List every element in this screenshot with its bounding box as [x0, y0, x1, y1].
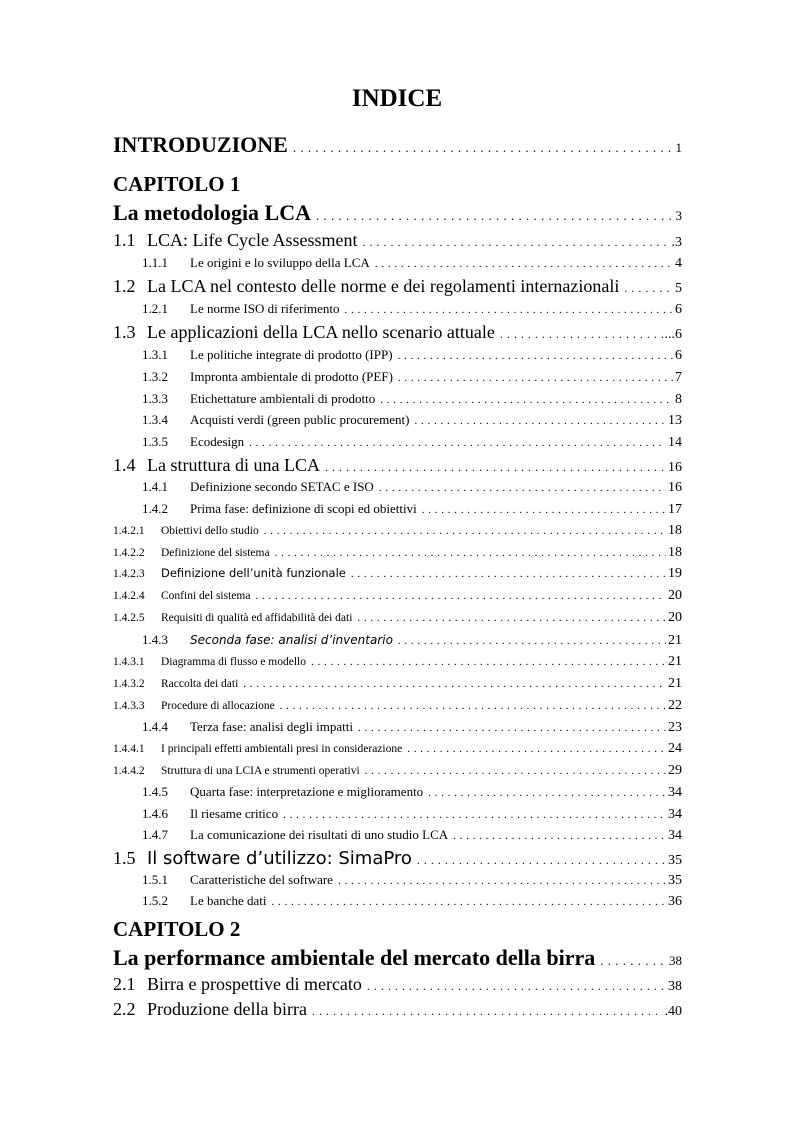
toc-entry-label: Ecodesign	[190, 434, 245, 449]
leader-dots	[293, 140, 674, 156]
toc-entry-label: La performance ambientale del mercato della birra	[113, 945, 596, 970]
toc-entry-label: Raccolta dei dati	[161, 678, 239, 690]
toc-entry-number: 1.4.6	[142, 806, 168, 821]
toc-entry-page: ...6	[664, 327, 682, 342]
toc-entry-page: .40	[664, 1004, 682, 1019]
toc-entry[interactable]	[113, 763, 682, 779]
leader-dots	[312, 1004, 663, 1019]
toc-entry-label: Caratteristiche del software	[190, 872, 333, 887]
toc-entry-label: Definizione secondo SETAC e ISO	[190, 479, 374, 494]
toc-entry-number: 1.4.2.5	[113, 612, 145, 624]
toc-entry[interactable]	[113, 698, 682, 714]
leader-dots	[264, 525, 666, 537]
leader-dots	[249, 437, 666, 449]
toc-entry-page: 17	[668, 502, 682, 517]
toc-entry-number: 1.2.1	[142, 301, 168, 316]
leader-dots	[283, 809, 666, 821]
toc-entry-page: 38	[669, 953, 682, 968]
leader-dots	[398, 372, 673, 384]
toc-entry-page: 36	[668, 894, 682, 909]
toc-entry-number: 1.1.1	[142, 255, 168, 270]
toc-entry-number: 1.3.3	[142, 391, 168, 406]
toc-entry-introduzione[interactable]	[113, 132, 682, 158]
leader-dots	[398, 635, 666, 647]
toc-entry-label: I principali effetti ambientali presi in considerazione	[161, 743, 403, 755]
toc-entry-number: 1.4.2.1	[113, 525, 145, 537]
toc-entry-page: 29	[668, 763, 682, 778]
toc-entry-page: 34	[668, 807, 682, 822]
leader-dots	[362, 235, 669, 250]
toc-entry-label: Procedure di allocazione	[161, 700, 275, 712]
toc-entry-label: Birra e prospettive di mercato	[147, 974, 362, 994]
toc-entry-page: 21	[668, 633, 682, 648]
toc-entry-page: 7	[675, 370, 682, 385]
toc-entry-number: 1.5.1	[142, 872, 168, 887]
toc-entry-number: 2.1	[113, 974, 136, 994]
toc-entry-number: 1.4.3.3	[113, 700, 145, 712]
toc-entry-label: La LCA nel contesto delle norme e dei regolamenti internazionali	[147, 276, 620, 296]
toc-entry-page: 8	[675, 392, 682, 407]
toc-entry-number: 1.4.2.4	[113, 590, 145, 602]
toc-entry-page: 1	[675, 140, 682, 155]
toc-entry-page: 16	[668, 460, 682, 475]
toc-entry-page: 6	[675, 302, 682, 317]
toc-entry[interactable]	[113, 566, 682, 582]
toc-entry[interactable]	[142, 872, 682, 889]
leader-dots	[311, 656, 666, 668]
leader-dots	[272, 896, 666, 908]
leader-dots	[255, 590, 666, 602]
toc-entry-label: INTRODUZIONE	[113, 132, 288, 157]
leader-dots	[380, 394, 673, 406]
toc-entry[interactable]	[113, 974, 682, 995]
toc-entry-label: Le origini e lo sviluppo della LCA	[190, 255, 370, 270]
toc-entry-number: 2.2	[113, 999, 136, 1019]
chapter-heading: CAPITOLO 1	[113, 172, 241, 196]
toc-entry-number: 1.3.1	[142, 347, 168, 362]
toc-entry[interactable]	[113, 455, 682, 476]
toc-entry[interactable]	[142, 501, 682, 518]
leader-dots	[407, 743, 666, 755]
toc-entry-number: 1.4.4	[142, 719, 168, 734]
toc-entry-label: Diagramma di flusso e modello	[161, 656, 306, 668]
leader-dots	[600, 953, 667, 969]
toc-entry-number: 1.4.2	[142, 501, 168, 516]
toc-entry-page: 5	[675, 281, 682, 296]
leader-dots	[379, 482, 666, 494]
leader-dots	[275, 547, 666, 559]
toc-entry-label: Obiettivi dello studio	[161, 525, 259, 537]
toc-entry[interactable]	[113, 276, 682, 297]
toc-entry[interactable]	[142, 719, 682, 736]
toc-entry[interactable]	[142, 827, 682, 844]
toc-entry-page: 21	[668, 676, 682, 691]
toc-entry-number: 1.4.2.3	[113, 568, 145, 580]
toc-entry-label: Le applicazioni della LCA nello scenario attuale	[147, 322, 495, 342]
toc-entry[interactable]	[142, 632, 682, 649]
toc-entry-page: 16	[668, 480, 682, 495]
leader-dots	[398, 350, 673, 362]
leader-dots	[367, 979, 666, 994]
toc-entry-page: 14	[668, 435, 682, 450]
toc-entry-number: 1.4.7	[142, 827, 168, 842]
chapter-heading: CAPITOLO 2	[113, 917, 241, 941]
toc-entry[interactable]	[142, 479, 682, 496]
toc-entry-number: 1.4.3	[142, 632, 168, 647]
leader-dots	[338, 875, 666, 887]
leader-dots	[422, 504, 666, 516]
toc-entry-number: 1.1	[113, 230, 136, 250]
toc-entry-page: 34	[668, 828, 682, 843]
toc-entry-page: 35	[668, 853, 682, 868]
toc-entry[interactable]	[142, 369, 682, 386]
toc-entry-page: 20	[668, 610, 682, 625]
toc-entry-page: 3	[675, 208, 682, 223]
leader-dots	[351, 568, 666, 580]
toc-entry-page: 23	[668, 720, 682, 735]
toc-entry-number: 1.3.2	[142, 369, 168, 384]
leader-dots	[500, 327, 663, 342]
toc-entry-page: 35	[668, 873, 682, 888]
toc-entry[interactable]	[142, 301, 682, 318]
leader-dots	[453, 830, 666, 842]
toc-entry[interactable]	[113, 654, 682, 670]
toc-entry-label: Acquisti verdi (green public procurement)	[190, 412, 410, 427]
toc-entry[interactable]	[142, 784, 682, 801]
toc-entry-page: .3	[671, 235, 682, 250]
leader-dots	[325, 460, 666, 475]
toc-entry-label: Etichettature ambientali di prodotto	[190, 391, 376, 406]
toc-entry[interactable]	[142, 347, 682, 364]
toc-entry[interactable]	[113, 588, 682, 604]
toc-entry-chapter-title[interactable]	[113, 200, 682, 226]
toc-entry[interactable]	[113, 230, 682, 251]
leader-dots	[624, 281, 673, 296]
toc-entry-page: 20	[668, 588, 682, 603]
toc-entry-number: 1.5.2	[142, 893, 168, 908]
toc-entry[interactable]	[142, 893, 682, 910]
toc-entry[interactable]	[142, 806, 682, 823]
toc-entry[interactable]	[113, 610, 682, 626]
leader-dots	[344, 304, 673, 316]
toc-entry-label: Produzione della birra	[147, 999, 307, 1019]
toc-entry[interactable]	[113, 523, 682, 539]
toc-entry[interactable]	[113, 322, 682, 343]
leader-dots	[280, 700, 666, 712]
toc-entry-number: 1.4	[113, 455, 136, 475]
toc-entry-label: Impronta ambientale di prodotto (PEF)	[190, 369, 393, 384]
toc-entry-label: Struttura di una LCIA e strumenti operativi	[161, 765, 360, 777]
toc-entry-page: 22	[668, 698, 682, 713]
leader-dots	[417, 853, 666, 868]
toc-entry-label: Prima fase: definizione di scopi ed obiettivi	[190, 501, 417, 516]
toc-entry-label: La struttura di una LCA	[147, 455, 320, 475]
toc-entry-label: Definizione del sistema	[161, 547, 270, 559]
toc-entry[interactable]	[113, 848, 682, 869]
toc-entry-page: 38	[668, 979, 682, 994]
toc-entry[interactable]	[113, 999, 682, 1020]
toc-entry-page: 13	[668, 413, 682, 428]
leader-dots	[428, 787, 666, 799]
toc-entry-number: 1.4.3.2	[113, 678, 145, 690]
toc-entry-label: Definizione dell’unità funzionale	[161, 566, 346, 580]
toc-entry-number: 1.4.5	[142, 784, 168, 799]
leader-dots	[365, 765, 666, 777]
toc-entry-label: Il software d’utilizzo: SimaPro	[147, 848, 412, 869]
toc-entry-page: 24	[668, 741, 682, 756]
toc-entry[interactable]	[142, 434, 682, 451]
toc-entry-page: 18	[668, 545, 682, 560]
leader-dots	[358, 722, 666, 734]
toc-entry[interactable]	[142, 255, 682, 272]
toc-entry-number: 1.3	[113, 322, 136, 342]
toc-entry-page: 6	[675, 348, 682, 363]
toc-entry-number: 1.3.4	[142, 412, 168, 427]
toc-entry-label: Seconda fase: analisi d’inventario	[190, 633, 393, 647]
leader-dots	[375, 258, 673, 270]
toc-entry[interactable]	[142, 412, 682, 429]
toc-entry-number: 1.2	[113, 276, 136, 296]
toc-entry[interactable]	[113, 741, 682, 757]
toc-entry-page: 18	[668, 523, 682, 538]
leader-dots	[243, 678, 666, 690]
toc-entry-number: 1.4.1	[142, 479, 168, 494]
toc-entry-label: La metodologia LCA	[113, 200, 311, 225]
toc-entry-number: 1.4.2.2	[113, 547, 145, 559]
toc-entry-label: Confini del sistema	[161, 590, 251, 602]
toc-entry[interactable]	[113, 545, 682, 561]
toc-entry-label: Il riesame critico	[190, 806, 279, 821]
toc-entry-number: 1.5	[113, 848, 136, 868]
toc-entry-chapter-title[interactable]	[113, 945, 682, 971]
page-title: INDICE	[351, 85, 443, 112]
leader-dots	[316, 208, 674, 224]
toc-entry-page: 34	[668, 785, 682, 800]
toc-entry-number: 1.4.4.2	[113, 765, 145, 777]
leader-dots	[414, 415, 666, 427]
toc-entry-page: 21	[668, 654, 682, 669]
toc-entry-label: Quarta fase: interpretazione e miglioramento	[190, 784, 424, 799]
toc-entry[interactable]	[142, 391, 682, 408]
leader-dots	[357, 612, 666, 624]
toc-entry-label: LCA: Life Cycle Assessment	[147, 230, 358, 250]
toc-entry-number: 1.3.5	[142, 434, 168, 449]
toc-entry[interactable]	[113, 676, 682, 692]
toc-entry-page: 4	[675, 256, 682, 271]
toc-entry-label: Requisiti di qualità ed affidabilità dei dati	[161, 612, 353, 624]
toc-entry-label: Terza fase: analisi degli impatti	[190, 719, 353, 734]
toc-entry-page: 19	[668, 566, 682, 581]
toc-entry-label: Le norme ISO di riferimento	[190, 301, 340, 316]
toc-entry-label: Le banche dati	[190, 893, 267, 908]
toc-entry-label: Le politiche integrate di prodotto (IPP)	[190, 347, 393, 362]
toc-entry-number: 1.4.3.1	[113, 656, 145, 668]
toc-entry-label: La comunicazione dei risultati di uno studio LCA	[190, 827, 449, 842]
toc-entry-number: 1.4.4.1	[113, 743, 145, 755]
